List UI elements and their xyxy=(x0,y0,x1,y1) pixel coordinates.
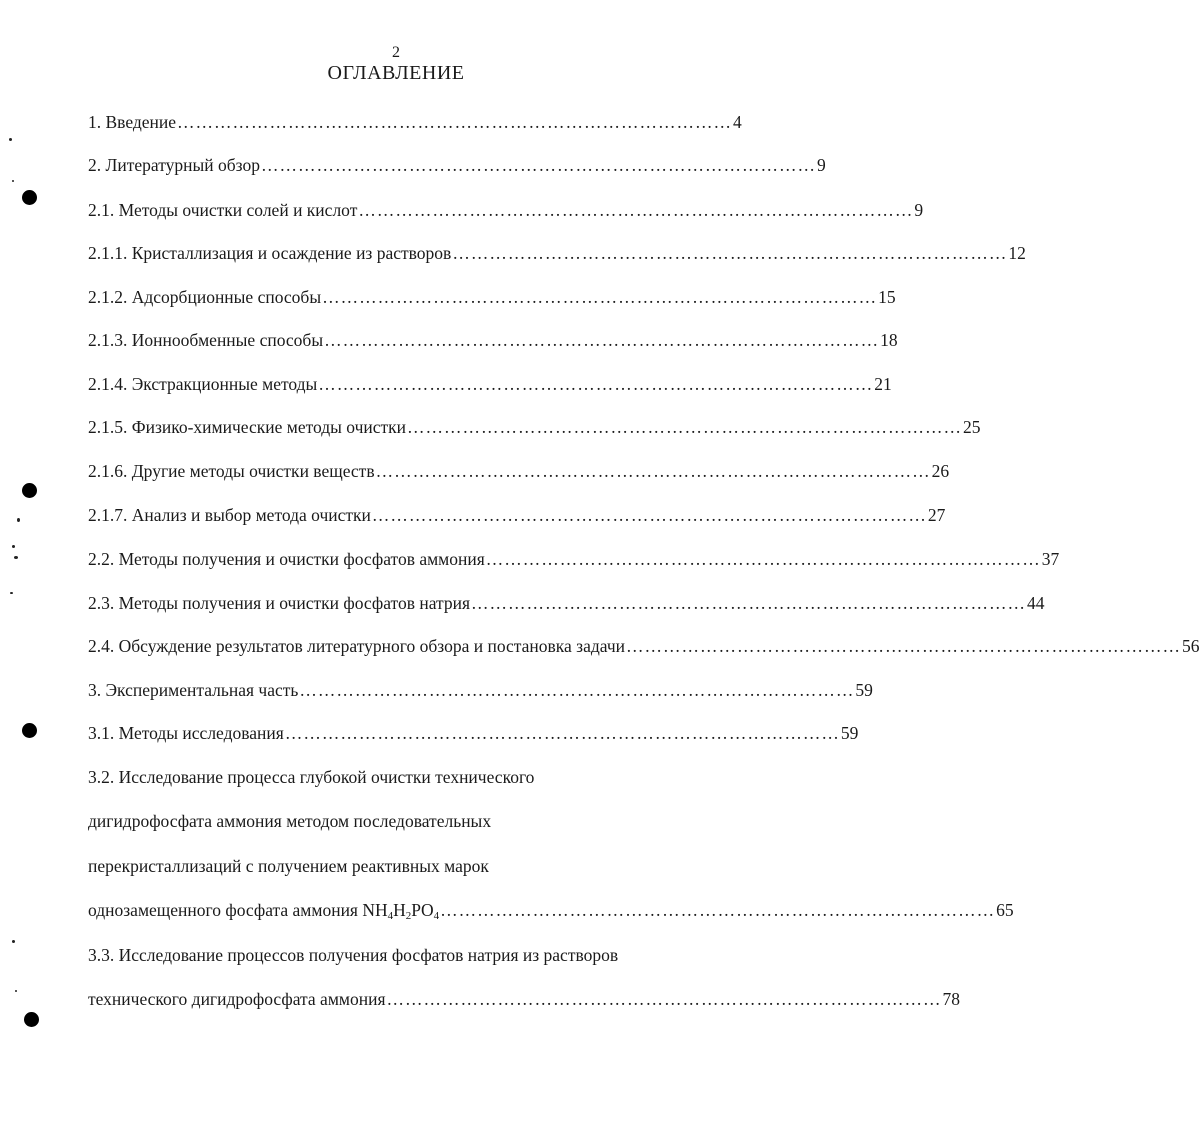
toc-entry-3-2-line3: перекристаллизаций с получением реактивных марок xyxy=(88,856,489,876)
toc-entry-3-3-line2 xyxy=(88,985,960,1013)
punch-hole xyxy=(22,190,37,205)
toc-entry-page: 26 xyxy=(931,461,950,481)
dot-leader: ……………………………………………………………………………… xyxy=(626,636,1181,656)
toc-entry xyxy=(88,457,950,485)
scan-speck xyxy=(12,940,15,943)
toc-entry-title: 1. Введение xyxy=(88,112,177,132)
toc-entry-title: 2.4. Обсуждение результатов литературного обзора и постановка задачи xyxy=(88,636,625,656)
punch-hole xyxy=(24,1012,39,1027)
dot-leader: ……………………………………………………………………………… xyxy=(324,330,880,350)
toc-entry-title: 2.2. Методы получения и очистки фосфатов аммония xyxy=(88,549,485,569)
toc-entry xyxy=(88,545,1060,573)
dot-leader: ……………………………………………………………………………… xyxy=(371,505,927,525)
toc-entry-title: 2.1.3. Ионнообменные способы xyxy=(88,330,324,350)
toc-entry-page: 37 xyxy=(1041,549,1060,569)
toc-entry xyxy=(88,326,898,354)
toc-entry-title: однозамещенного фосфата аммония $NH_4H_2PO_4$ xyxy=(88,900,440,922)
toc-entry-3-2-line4 xyxy=(88,896,1014,924)
punch-hole xyxy=(22,723,37,738)
scan-speck xyxy=(12,180,14,182)
toc-entry-3-2-line1: 3.2. Исследование процесса глубокой очистки технического xyxy=(88,767,535,787)
toc-entry-page: 9 xyxy=(816,155,826,175)
dot-leader: ……………………………………………………………………………… xyxy=(386,989,942,1009)
toc-entry-page: 59 xyxy=(855,680,873,700)
dot-leader: ……………………………………………………………………………… xyxy=(260,155,816,175)
toc-entry xyxy=(88,151,826,179)
toc-entry xyxy=(88,501,946,529)
toc-entry-title: технического дигидрофосфата аммония xyxy=(88,989,386,1009)
toc-entry-title: 3.1. Методы исследования xyxy=(88,723,284,743)
toc-entry-title: 2.1.6. Другие методы очистки веществ xyxy=(88,461,375,481)
punch-hole xyxy=(22,483,37,498)
toc-entry xyxy=(88,632,1200,660)
dot-leader: ……………………………………………………………………………… xyxy=(318,374,874,394)
toc-entry-page: 44 xyxy=(1027,593,1045,613)
scan-speck xyxy=(12,545,15,548)
toc-entry-title: 2.1.2. Адсорбционные способы xyxy=(88,287,322,307)
toc-entry-title: 2.1. Методы очистки солей и кислот xyxy=(88,200,358,220)
toc-entry xyxy=(88,239,1026,267)
dot-leader: ……………………………………………………………………………… xyxy=(471,593,1027,613)
dot-leader: ……………………………………………………………………………… xyxy=(299,680,855,700)
toc-entry-page: 56 xyxy=(1182,636,1200,656)
toc-entry-page: 65 xyxy=(996,900,1014,920)
dot-leader: ……………………………………………………………………………… xyxy=(177,112,733,132)
dot-leader: ……………………………………………………………………………… xyxy=(358,200,914,220)
toc-entry xyxy=(88,370,892,398)
dot-leader: ……………………………………………………………………………… xyxy=(407,417,963,437)
toc-entry xyxy=(88,413,981,441)
scan-speck xyxy=(9,138,12,141)
scan-speck xyxy=(17,518,20,522)
dot-leader: ……………………………………………………………………………… xyxy=(485,549,1041,569)
scan-speck xyxy=(10,592,13,594)
toc-entry-title: 2.1.5. Физико-химические методы очистки xyxy=(88,417,407,437)
scan-speck xyxy=(14,556,18,559)
page-title: ОГЛАВЛЕНИЕ xyxy=(327,62,465,84)
toc-entry xyxy=(88,719,859,747)
dot-leader: ……………………………………………………………………………… xyxy=(440,900,996,920)
toc-entry-page: 18 xyxy=(880,330,898,350)
toc-entry-page: 25 xyxy=(963,417,981,437)
scan-speck xyxy=(15,990,17,992)
toc-entry-title: 2.3. Методы получения и очистки фосфатов натрия xyxy=(88,593,471,613)
toc-entry xyxy=(88,676,873,704)
toc-entry-page: 15 xyxy=(878,287,896,307)
toc-entry xyxy=(88,108,742,136)
dot-leader: ……………………………………………………………………………… xyxy=(452,243,1008,263)
dot-leader: ……………………………………………………………………………… xyxy=(284,723,840,743)
toc-entry-3-2-line2: дигидрофосфата аммония методом последовательных xyxy=(88,811,492,831)
toc-entry-title: 2.1.7. Анализ и выбор метода очистки xyxy=(88,505,371,525)
toc-entry xyxy=(88,589,1045,617)
toc-entry-page: 59 xyxy=(840,723,859,743)
toc-entry xyxy=(88,283,896,311)
toc-entry-page: 9 xyxy=(914,200,924,220)
toc-entry-title: 3. Экспериментальная часть xyxy=(88,680,299,700)
toc-entry-page: 78 xyxy=(942,989,960,1009)
dot-leader: ……………………………………………………………………………… xyxy=(322,287,878,307)
toc-entry-title: 2. Литературный обзор xyxy=(88,155,260,175)
toc-entry-page: 21 xyxy=(874,374,892,394)
page-number: 2 xyxy=(392,44,400,61)
dot-leader: ……………………………………………………………………………… xyxy=(375,461,931,481)
toc-entry-page: 4 xyxy=(733,112,742,132)
toc-entry-title: 2.1.1. Кристаллизация и осаждение из растворов xyxy=(88,243,452,263)
toc-entry-title: 2.1.4. Экстракционные методы xyxy=(88,374,318,394)
toc-entry-page: 12 xyxy=(1008,243,1026,263)
toc-entry-3-3-line1: 3.3. Исследование процессов получения фосфатов натрия из растворов xyxy=(88,945,619,965)
toc-entry xyxy=(88,196,924,224)
toc-entry-page: 27 xyxy=(927,505,946,525)
